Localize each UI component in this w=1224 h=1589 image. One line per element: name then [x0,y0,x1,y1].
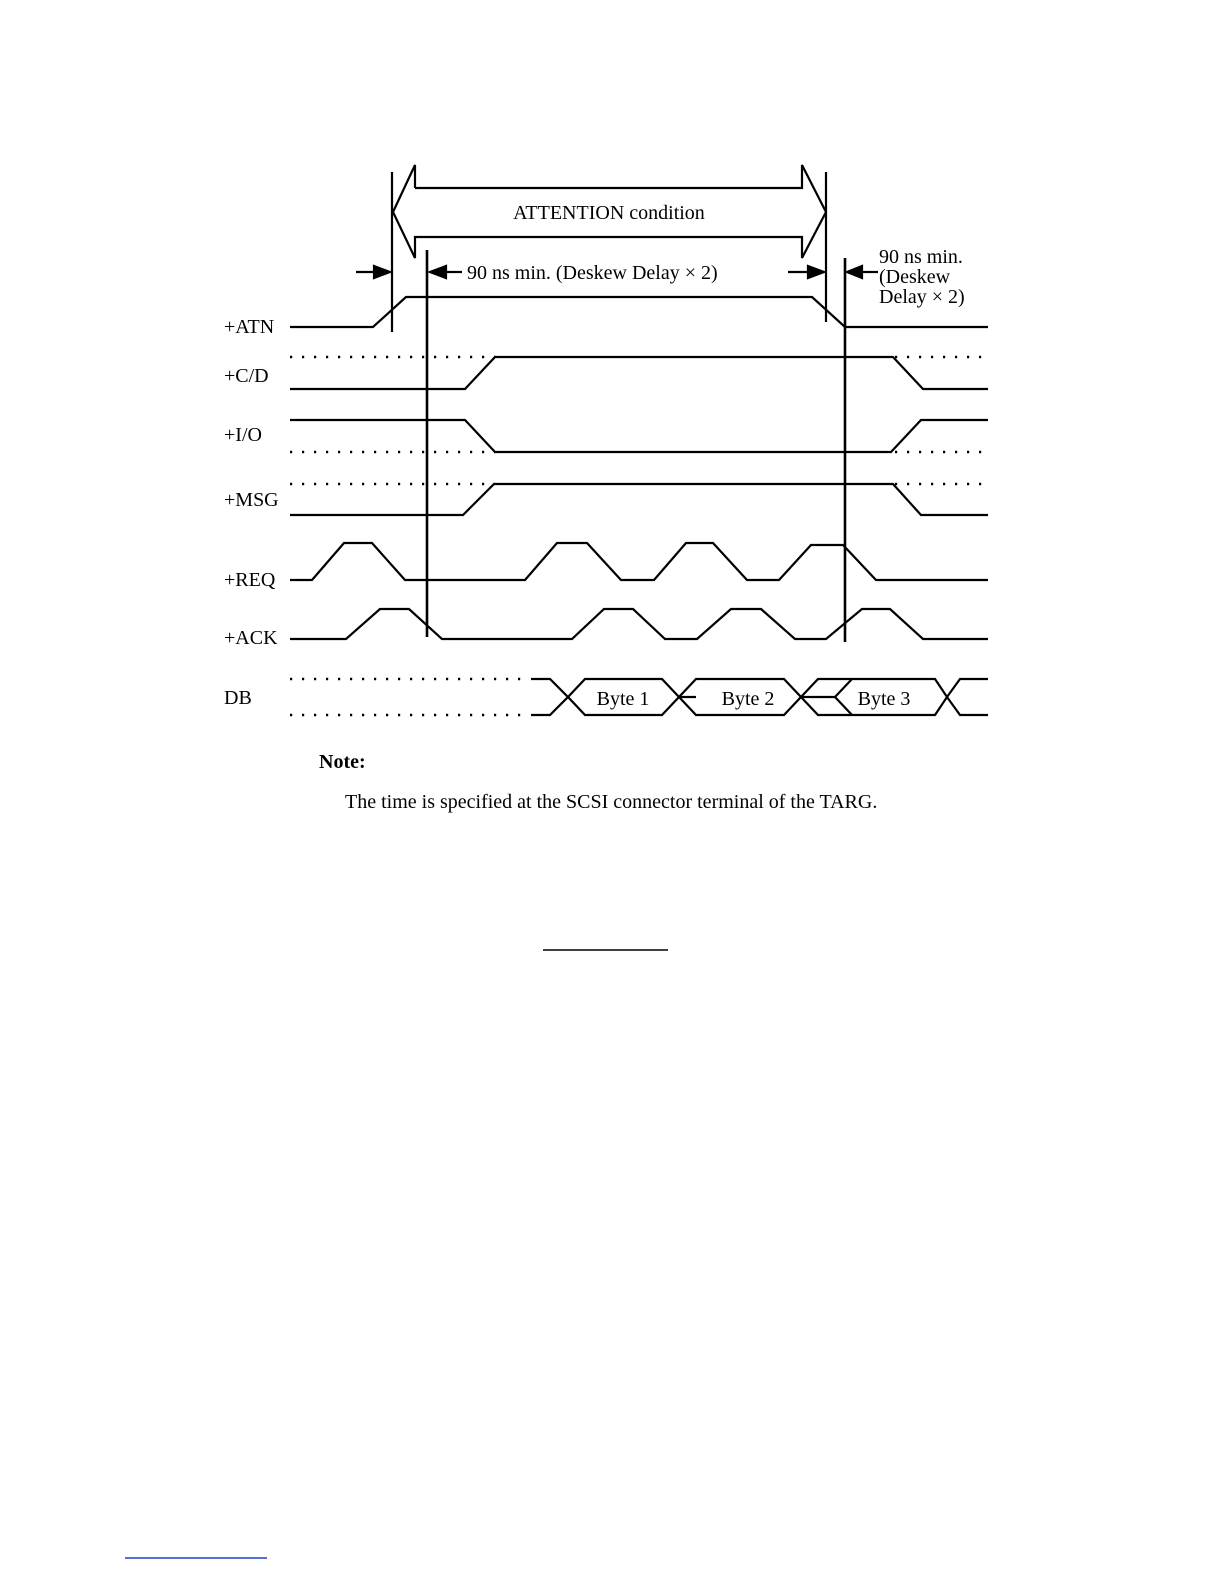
signal-label-atn: +ATN [224,316,275,338]
waveform-req [290,543,988,580]
waveform-msg [290,484,988,515]
note-heading: Note: [319,751,366,773]
byte-label-3: Byte 3 [857,688,911,710]
timing-label-2: 90 ns min. (Deskew Delay × 2) [879,246,965,308]
signal-label-req: +REQ [224,569,276,591]
byte-label-1: Byte 1 [596,688,650,710]
waveform-cd [290,357,988,389]
waveform-io [290,420,988,452]
timing-arrows-left [356,266,462,278]
signal-label-db: DB [224,687,252,709]
timing-arrows-right [788,266,878,278]
attention-condition-label: ATTENTION condition [513,202,705,224]
signal-label-cd: +C/D [224,365,269,387]
attention-condition-arrow [392,165,826,332]
signal-label-io: +I/O [224,424,262,446]
signal-label-msg: +MSG [224,489,279,511]
timing-label-1: 90 ns min. (Deskew Delay × 2) [467,262,718,284]
byte-label-2: Byte 2 [721,688,775,710]
signal-label-ack: +ACK [224,627,278,649]
waveform-ack [290,609,988,639]
note-text: The time is specified at the SCSI connector terminal of the TARG. [345,791,878,813]
